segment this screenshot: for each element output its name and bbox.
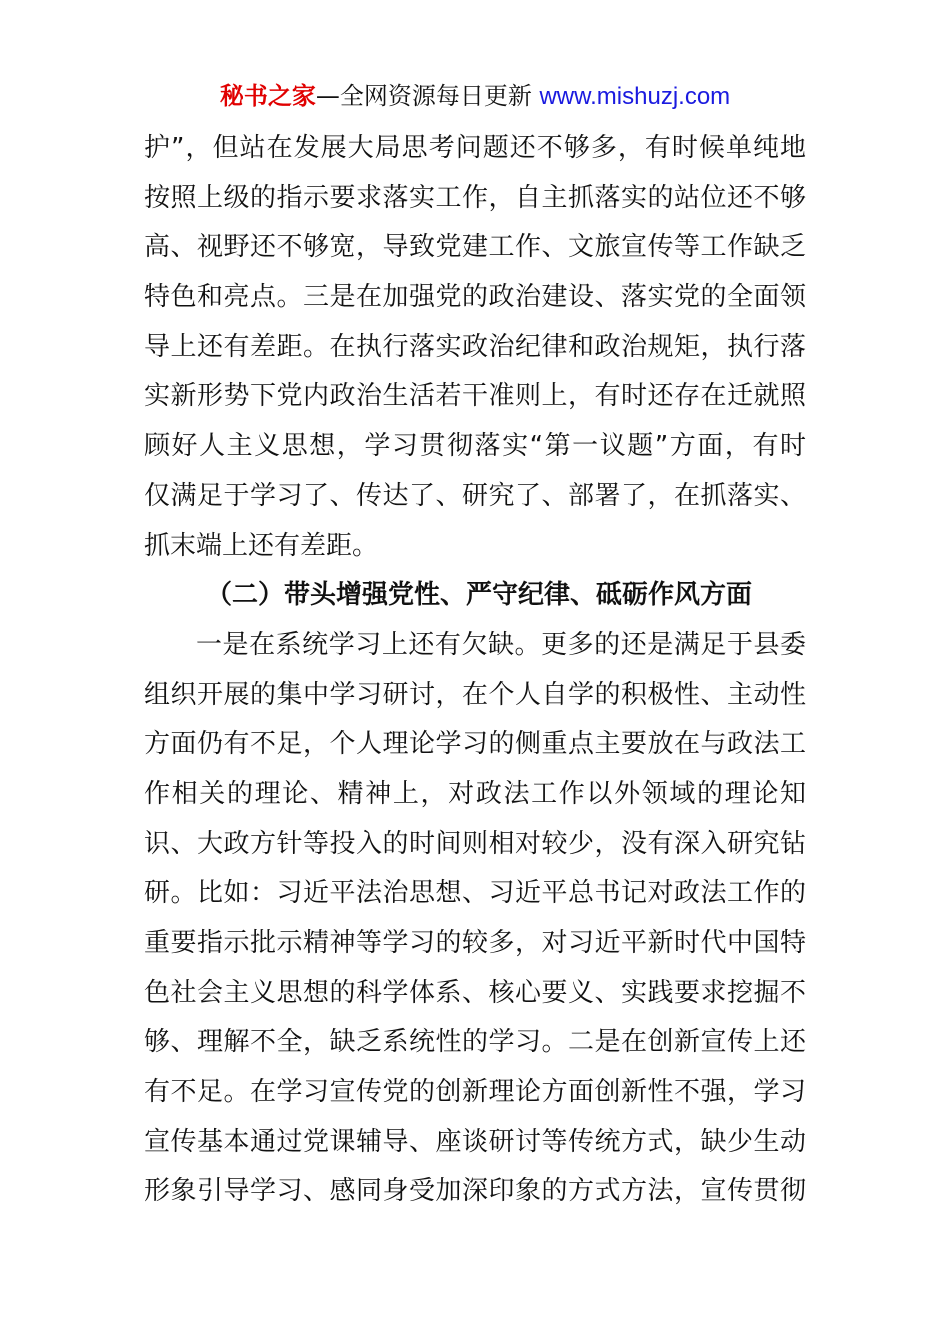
document-body xyxy=(144,124,806,1217)
body-line: 方面仍有不足，个人理论学习的侧重点主要放在与政法工 xyxy=(144,729,806,760)
body-line: 护”，但站在发展大局思考问题还不够多，有时候单纯地 xyxy=(144,133,806,163)
site-header xyxy=(0,78,950,115)
body-line: 色社会主义思想的科学体系、核心要义、实践要求挖掘不 xyxy=(144,977,806,1008)
body-line: 按照上级的指示要求落实工作，自主抓落实的站位还不够 xyxy=(144,182,806,213)
body-line: 高、视野还不够宽，导致党建工作、文旅宣传等工作缺乏 xyxy=(144,232,806,263)
body-line: 宣传基本通过党课辅导、座谈研讨等传统方式，缺少生动 xyxy=(144,1126,806,1157)
paragraph-end-line: 抓末端上还有差距。 xyxy=(144,530,379,561)
body-line: 识、大政方针等投入的时间则相对较少，没有深入研究钻 xyxy=(144,828,806,859)
body-line: 顾好人主义思想，学习贯彻落实“第一议题”方面，有时 xyxy=(144,431,806,462)
site-brand: 秘书之家 xyxy=(219,82,316,110)
body-line: 形象引导学习、感同身受加深印象的方式方法，宣传贯彻 xyxy=(144,1176,806,1207)
body-line: 研。比如：习近平法治思想、习近平总书记对政法工作的 xyxy=(144,878,806,909)
paragraph-first-line: 一是在系统学习上还有欠缺。更多的还是满足于县委 xyxy=(196,629,806,660)
body-line: 有不足。在学习宣传党的创新理论方面创新性不强，学习 xyxy=(144,1077,806,1108)
body-line: 够、理解不全，缺乏系统性的学习。二是在创新宣传上还 xyxy=(144,1027,806,1058)
body-line: 组织开展的集中学习研讨，在个人自学的积极性、主动性 xyxy=(144,679,806,710)
body-line: 导上还有差距。在执行落实政治纪律和政治规矩，执行落 xyxy=(144,331,806,362)
body-line: 重要指示批示精神等学习的较多，对习近平新时代中国特 xyxy=(144,928,806,958)
site-tagline: —全网资源每日更新 xyxy=(315,82,540,110)
body-line: 仅满足于学习了、传达了、研究了、部署了，在抓落实、 xyxy=(144,480,806,511)
body-line: 特色和亮点。三是在加强党的政治建设、落实党的全面领 xyxy=(144,282,806,313)
body-line: 实新形势下党内政治生活若干准则上，有时还存在迁就照 xyxy=(144,381,806,412)
body-line: 作相关的理论、精神上，对政法工作以外领域的理论知 xyxy=(144,778,806,809)
section-heading: （二）带头增强党性、严守纪律、砥砺作风方面 xyxy=(206,580,753,611)
site-url-link[interactable]: www.mishuzj.com xyxy=(539,83,731,110)
